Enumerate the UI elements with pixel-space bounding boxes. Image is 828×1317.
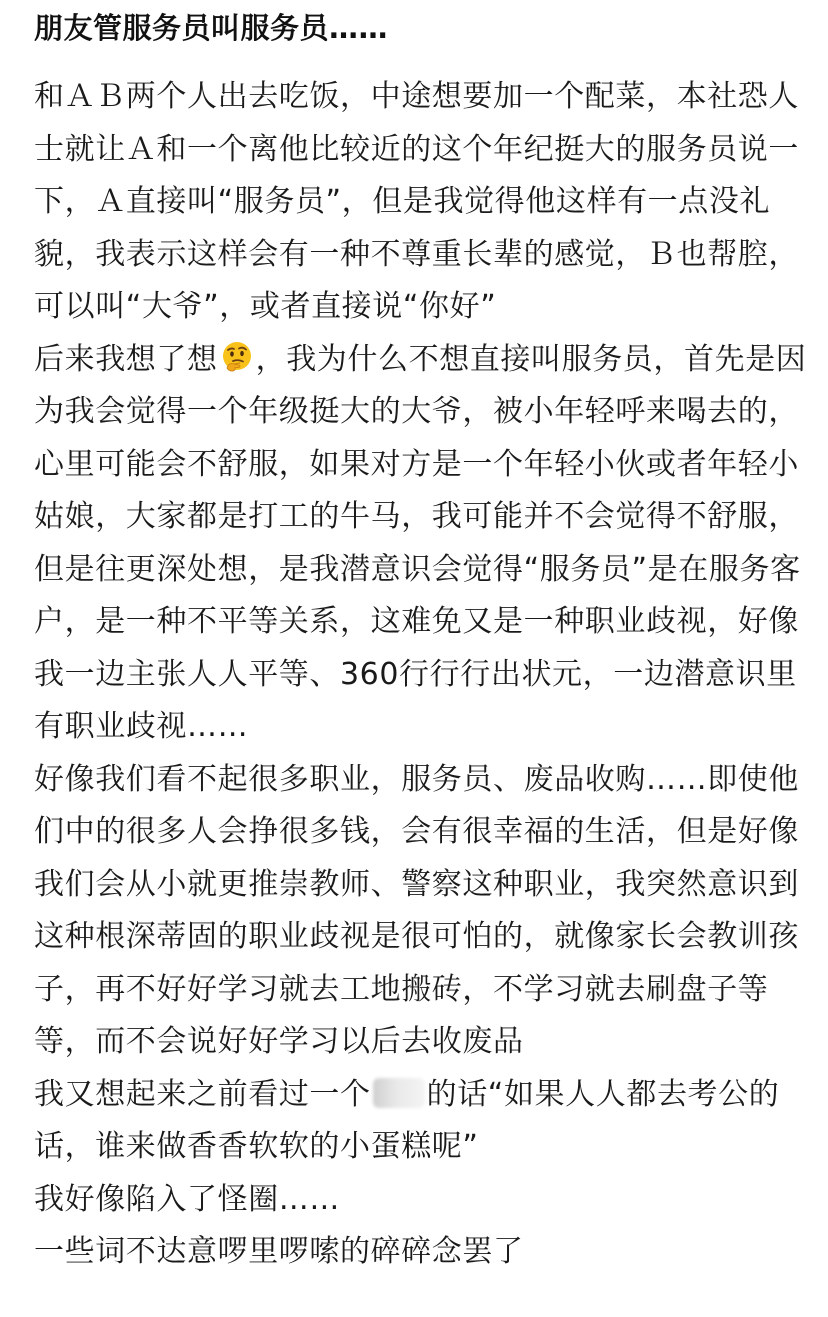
paragraph-text: 一些词不达意啰里啰嗦的碎碎念罢了	[34, 1234, 524, 1269]
paragraph-text: 我又想起来之前看过一个	[34, 1076, 371, 1112]
paragraph-text: 的话“如果人人都去考公的话，谁来做香香软软的小蛋糕呢”	[34, 1076, 780, 1164]
thinking-face-emoji-icon	[220, 339, 254, 373]
post-paragraph	[34, 1226, 814, 1279]
post-paragraph	[34, 334, 814, 754]
post-paragraph	[34, 71, 814, 334]
post-title: 朋友管服务员叫服务员……	[34, 11, 389, 45]
post-body	[34, 71, 814, 1279]
paragraph-text: ，我为什么不想直接叫服务员，首先是因为我会觉得一个年级挺大的大爷，被小年轻呼来喝去的，心里可能会不舒服，如果对方是一个年轻小伙或者年轻小姑娘，大家都是打工的牛马，我可能并不会觉得不舒服，但是往更深处想，是我潜意识会觉得“服务员”是在服务客户，是一种不平等关系，这难免又是一种职业歧视，好像我一边主张人人平等、360行行行出状元，一边潜意识里有职业歧视……	[34, 341, 807, 744]
obscured-username	[373, 1078, 425, 1108]
paragraph-text: 好像我们看不起很多职业，服务员、废品收购……即使他们中的很多人会挣很多钱，会有很幸福的生活，但是好像我们会从小就更推崇教师、警察这种职业，我突然意识到这种根深蒂固的职业歧视是很可怕的，就像家长会教训孩子，再不好好学习就去工地搬砖，不学习就去刷盘子等等，而不会说好好学习以后去收废品	[34, 761, 799, 1059]
post-paragraph	[34, 754, 814, 1069]
paragraph-text: 我好像陷入了怪圈……	[34, 1181, 340, 1217]
paragraph-text: 后来我想了想	[34, 341, 218, 377]
paragraph-text: 和ＡＢ两个人出去吃饭，中途想要加一个配菜，本社恐人士就让Ａ和一个离他比较近的这个年纪挺大的服务员说一下，Ａ直接叫“服务员”，但是我觉得他这样有一点没礼貌，我表示这样会有一种不尊重长辈的感觉，Ｂ也帮腔，可以叫“大爷”，或者直接说“你好”	[34, 79, 799, 324]
post-paragraph	[34, 1174, 814, 1227]
post-paragraph	[34, 1069, 814, 1174]
